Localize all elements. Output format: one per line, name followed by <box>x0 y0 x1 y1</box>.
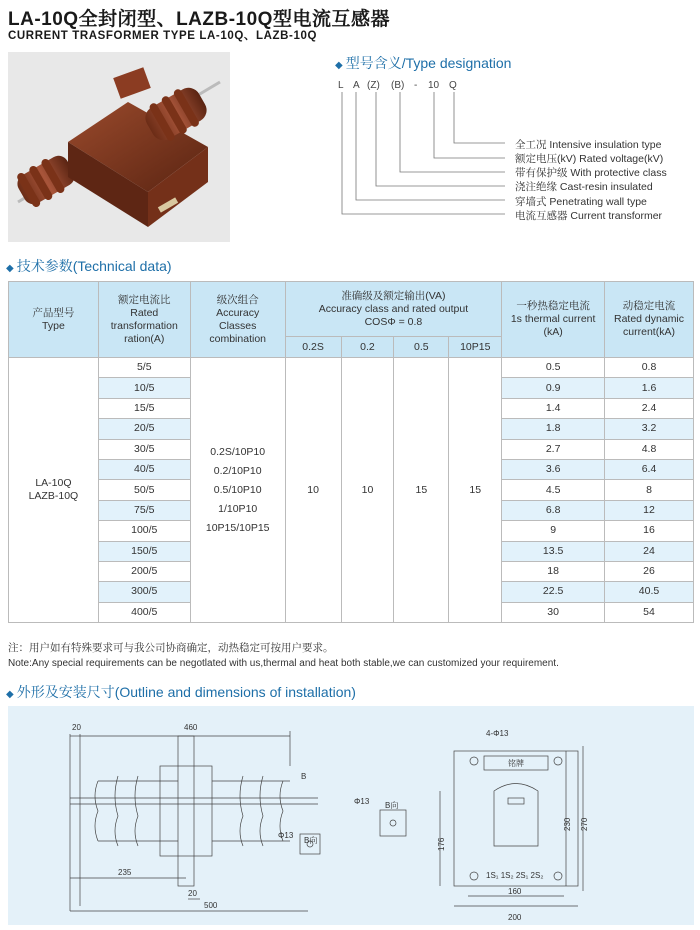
designation-line-protective: 带有保护级 With protective class <box>515 167 667 179</box>
label-b-direction: B向 <box>304 836 318 845</box>
dynamic-cell: 3.2 <box>605 419 694 439</box>
ratio-cell: 30/5 <box>98 439 190 459</box>
technical-data-heading: ◆ 技术参数(Technical data) <box>6 258 172 274</box>
type-value-cell: LA-10Q LAZB-10Q <box>9 358 99 623</box>
header-type: 产品型号 Type <box>9 282 99 358</box>
dimension-drawing <box>8 706 694 925</box>
output-cell-0: 10 <box>285 358 341 623</box>
ratio-cell: 10/5 <box>98 378 190 398</box>
thermal-cell: 2.7 <box>502 439 605 459</box>
page-title: LA-10Q全封闭型、LAZB-10Q型电流互感器 <box>8 9 390 30</box>
outline-drawing <box>8 706 694 925</box>
code-letter-b: (B) <box>391 80 405 91</box>
header-acc-02: 0.2 <box>341 337 394 358</box>
label-phi13: Φ13 <box>278 831 294 840</box>
transformer-illustration <box>8 52 230 242</box>
outline-heading: ◆ 外形及安装尺寸(Outline and dimensions of installation) <box>6 684 356 700</box>
dim-20-bottom: 20 <box>188 889 197 898</box>
ratio-cell: 20/5 <box>98 419 190 439</box>
thermal-cell: 3.6 <box>502 459 605 479</box>
ratio-cell: 75/5 <box>98 500 190 520</box>
dim-500: 500 <box>204 901 218 910</box>
dynamic-cell: 40.5 <box>605 582 694 602</box>
dim-160: 160 <box>508 887 522 896</box>
diamond-bullet-icon: ◆ <box>335 60 343 71</box>
label-phi13-b: Φ13 <box>354 797 370 806</box>
dynamic-cell: 1.6 <box>605 378 694 398</box>
dynamic-cell: 16 <box>605 521 694 541</box>
ratio-cell: 15/5 <box>98 398 190 418</box>
output-cell-2: 15 <box>394 358 449 623</box>
dynamic-cell: 24 <box>605 541 694 561</box>
dynamic-cell: 8 <box>605 480 694 500</box>
dim-270: 270 <box>580 817 589 831</box>
output-cell-3: 15 <box>449 358 502 623</box>
designation-line-ct: 电流互感器 Current transformer <box>515 210 663 222</box>
header-ratio: 额定电流比 Rated transformation ration(A) <box>98 282 190 358</box>
code-letter-l: L <box>338 80 344 91</box>
ratio-cell: 40/5 <box>98 459 190 479</box>
ratio-cell: 100/5 <box>98 521 190 541</box>
thermal-cell: 18 <box>502 561 605 581</box>
label-b: B <box>301 772 307 781</box>
thermal-cell: 0.9 <box>502 378 605 398</box>
thermal-cell: 9 <box>502 521 605 541</box>
dim-460: 460 <box>184 723 198 732</box>
designation-line-intensive: 全工况 Intensive insulation type <box>515 139 662 151</box>
ratio-cell: 200/5 <box>98 561 190 581</box>
label-4-holes: 4-Φ13 <box>486 729 509 738</box>
code-q: Q <box>449 80 457 91</box>
header-dynamic: 动稳定电流 Rated dynamic current(kA) <box>605 282 694 358</box>
dynamic-cell: 12 <box>605 500 694 520</box>
page-subtitle: CURRENT TRASFORMER TYPE LA-10Q、LAZB-10Q <box>8 30 317 42</box>
diamond-bullet-icon: ◆ <box>6 263 14 274</box>
ratio-cell: 150/5 <box>98 541 190 561</box>
designation-line-cast-resin: 浇注绝缘 Cast-resin insulated <box>515 181 653 193</box>
dim-176: 176 <box>437 837 446 851</box>
header-accuracy: 准确级及额定输出(VA) Accuracy class and rated output COSΦ = 0.8 <box>285 282 502 337</box>
dynamic-cell: 26 <box>605 561 694 581</box>
combination-cell: 0.2S/10P10 0.2/10P10 0.5/10P10 1/10P10 10P15/10P15 <box>190 358 285 623</box>
thermal-cell: 6.8 <box>502 500 605 520</box>
thermal-cell: 30 <box>502 602 605 622</box>
dim-230: 230 <box>563 817 572 831</box>
code-letter-z: (Z) <box>367 80 380 91</box>
dynamic-cell: 6.4 <box>605 459 694 479</box>
header-acc-02s: 0.2S <box>285 337 341 358</box>
product-photo <box>8 52 230 242</box>
output-cell-1: 10 <box>341 358 394 623</box>
label-nameplate: 铭牌 <box>508 759 524 768</box>
header-acc-10p15: 10P15 <box>449 337 502 358</box>
thermal-cell: 4.5 <box>502 480 605 500</box>
code-10: 10 <box>428 80 440 91</box>
dim-200: 200 <box>508 913 522 922</box>
header-acc-05: 0.5 <box>394 337 449 358</box>
thermal-cell: 1.4 <box>502 398 605 418</box>
label-b-direction-b: B向 <box>385 801 399 810</box>
thermal-cell: 22.5 <box>502 582 605 602</box>
thermal-cell: 13.5 <box>502 541 605 561</box>
note-chinese: 注：用户如有特殊要求可与我公司协商确定，动热稳定可按用户要求。 <box>8 642 334 654</box>
ratio-cell: 5/5 <box>98 358 190 378</box>
diamond-bullet-icon: ◆ <box>6 689 14 700</box>
header-combination: 级次组合 Accuracy Classes combination <box>190 282 285 358</box>
header-thermal: 一秒热稳定电流 1s thermal current (kA) <box>502 282 605 358</box>
table-row <box>9 358 694 378</box>
type-designation-heading: ◆ 型号含义/Type designation <box>335 55 512 71</box>
dynamic-cell: 4.8 <box>605 439 694 459</box>
code-letter-a: A <box>353 80 360 91</box>
code-dash: - <box>414 80 418 91</box>
ratio-cell: 300/5 <box>98 582 190 602</box>
designation-line-wall: 穿墙式 Penetrating wall type <box>515 196 647 208</box>
dim-20-top: 20 <box>72 723 81 732</box>
designation-line-voltage: 额定电压(kV) Rated voltage(kV) <box>515 153 664 165</box>
technical-data-table <box>8 281 694 623</box>
dynamic-cell: 54 <box>605 602 694 622</box>
label-terminals: 1S₁ 1S₂ 2S₁ 2S₂ <box>486 871 544 880</box>
dim-235: 235 <box>118 868 132 877</box>
thermal-cell: 0.5 <box>502 358 605 378</box>
thermal-cell: 1.8 <box>502 419 605 439</box>
note-english: Note:Any special requirements can be negotlated with us,thermal and heat both stable,we can customized your requirement. <box>8 658 559 669</box>
dynamic-cell: 2.4 <box>605 398 694 418</box>
ratio-cell: 50/5 <box>98 480 190 500</box>
dynamic-cell: 0.8 <box>605 358 694 378</box>
ratio-cell: 400/5 <box>98 602 190 622</box>
